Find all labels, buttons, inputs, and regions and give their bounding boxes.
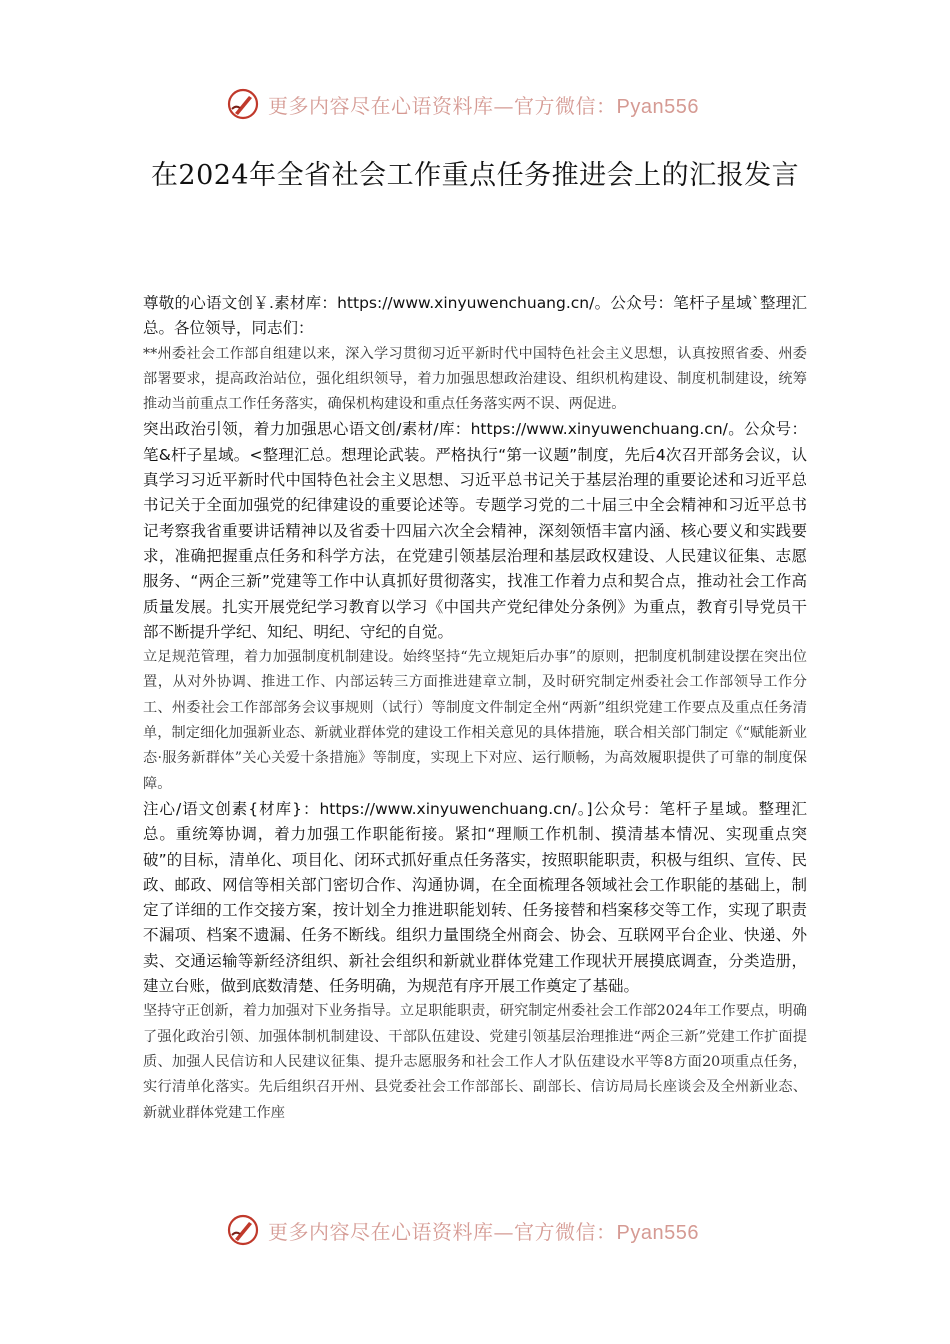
paragraph: 尊敬的心语文创￥.素材库：https://www.xinyuwenchuang.cn/。公众号：笔杆子星域`整理汇总。各位领导，同志们： bbox=[143, 294, 807, 338]
paragraph: 立足规范管理，着力加强制度机制建设。始终坚持“先立规矩后办事”的原则，把制度机制建设摆在突出位置，从对外协调、推进工作、内部运转三方面推进建章立制，及时研究制定州委社会工作部领导工作分工、州委社会工作部部务会议事规则（试行）等制度文件制定全州“两新”组织党建工作要点及重点任务清单，制定细化加强新业态、新就业群体党的建设工作相关意见的具体措施，联合相关部门制定《“赋能新业态·服务新群体”关心关爱十条措施》等制度，实现上下对应、运行顺畅，为高效履职提供了可靠的制度保障。 bbox=[143, 649, 807, 792]
paragraph: **州委社会工作部自组建以来，深入学习贯彻习近平新时代中国特色社会主义思想，认真按照省委、州委部署要求，提高政治站位，强化组织领导，着力加强思想政治建设、组织机构建设、制度机制建设，统筹推动当前重点工作任务落实，确保机构建设和重点任务落实两不误、两促进。 bbox=[143, 345, 807, 413]
header-watermark bbox=[226, 86, 746, 122]
paragraph: 突出政治引领，着力加强思心语文创/素材/库：https://www.xinyuwenchuang.cn/。公众号：笔&杆子星域。<整理汇总。想理论武装。严格执行“第一议题”制度，先后4次召开部务会议，认真学习习近平新时代中国特色社会主义思想、习近平总书记关于基层治理的重要论述和习近平总书记关于全面加强党的纪律建设的重要论述等。专题学习党的二十届三中全会精神和习近平总书记考察我省重要讲话精神以及省委十四届六次全会精神，深刻领悟丰富内涵、核心要义和实践要求，准确把握重点任务和科学方法，在党建引领基层治理和基层政权建设、人民建议征集、志愿服务、“两企三新”党建等工作中认真抓好贯彻落实，找准工作着力点和契合点，推动社会工作高质量发展。扎实开展党纪学习教育以学习《中国共产党纪律处分条例》为重点，教育引导党员干部不断提升学纪、知纪、明纪、守纪的自觉。 bbox=[143, 420, 807, 641]
watermark-text: 更多内容尽在心语资料库—官方微信：Pyan556 bbox=[268, 93, 699, 118]
document-body bbox=[143, 291, 807, 1126]
watermark-text: 更多内容尽在心语资料库—官方微信：Pyan556 bbox=[268, 1219, 699, 1244]
pen-circle-logo-icon bbox=[226, 1213, 260, 1247]
pen-circle-logo-icon bbox=[226, 87, 260, 121]
document-title: 在2024年全省社会工作重点任务推进会上的汇报发言 bbox=[150, 160, 800, 191]
paragraph: 注心/语文创素{材库}：https://www.xinyuwenchuang.cn/。]公众号：笔杆子星域。整理汇总。重统筹协调，着力加强工作职能衔接。紧扣“理顺工作机制、摸清基本情况、实现重点突破”的目标，清单化、项目化、闭环式抓好重点任务落实，按照职能职责，积极与组织、宣传、民政、邮政、网信等相关部门密切合作、沟通协调，在全面梳理各领域社会工作职能的基础上，制定了详细的工作交接方案，按计划全力推进职能划转、任务接替和档案移交等工作，实现了职责不漏项、档案不遗漏、任务不断线。组织力量围绕全州商会、协会、互联网平台企业、快递、外卖、交通运输等新经济组织、新社会组织和新就业群体党建工作现状开展摸底调查，分类造册，建立台账，做到底数清楚、任务明确，为规范有序开展工作奠定了基础。 bbox=[143, 799, 807, 996]
paragraph: 坚持守正创新，着力加强对下业务指导。立足职能职责，研究制定州委社会工作部2024年工作要点，明确了强化政治引领、加强体制机制建设、干部队伍建设、党建引领基层治理推进“两企三新”党建工作扩面提质、加强人民信访和人民建议征集、提升志愿服务和社会工作人才队伍建设水平等8方面20项重点任务，实行清单化落实。先后组织召开州、县党委社会工作部部长、副部长、信访局局长座谈会及全州新业态、新就业群体党建工作座 bbox=[143, 1003, 807, 1121]
footer-watermark bbox=[226, 1212, 746, 1248]
